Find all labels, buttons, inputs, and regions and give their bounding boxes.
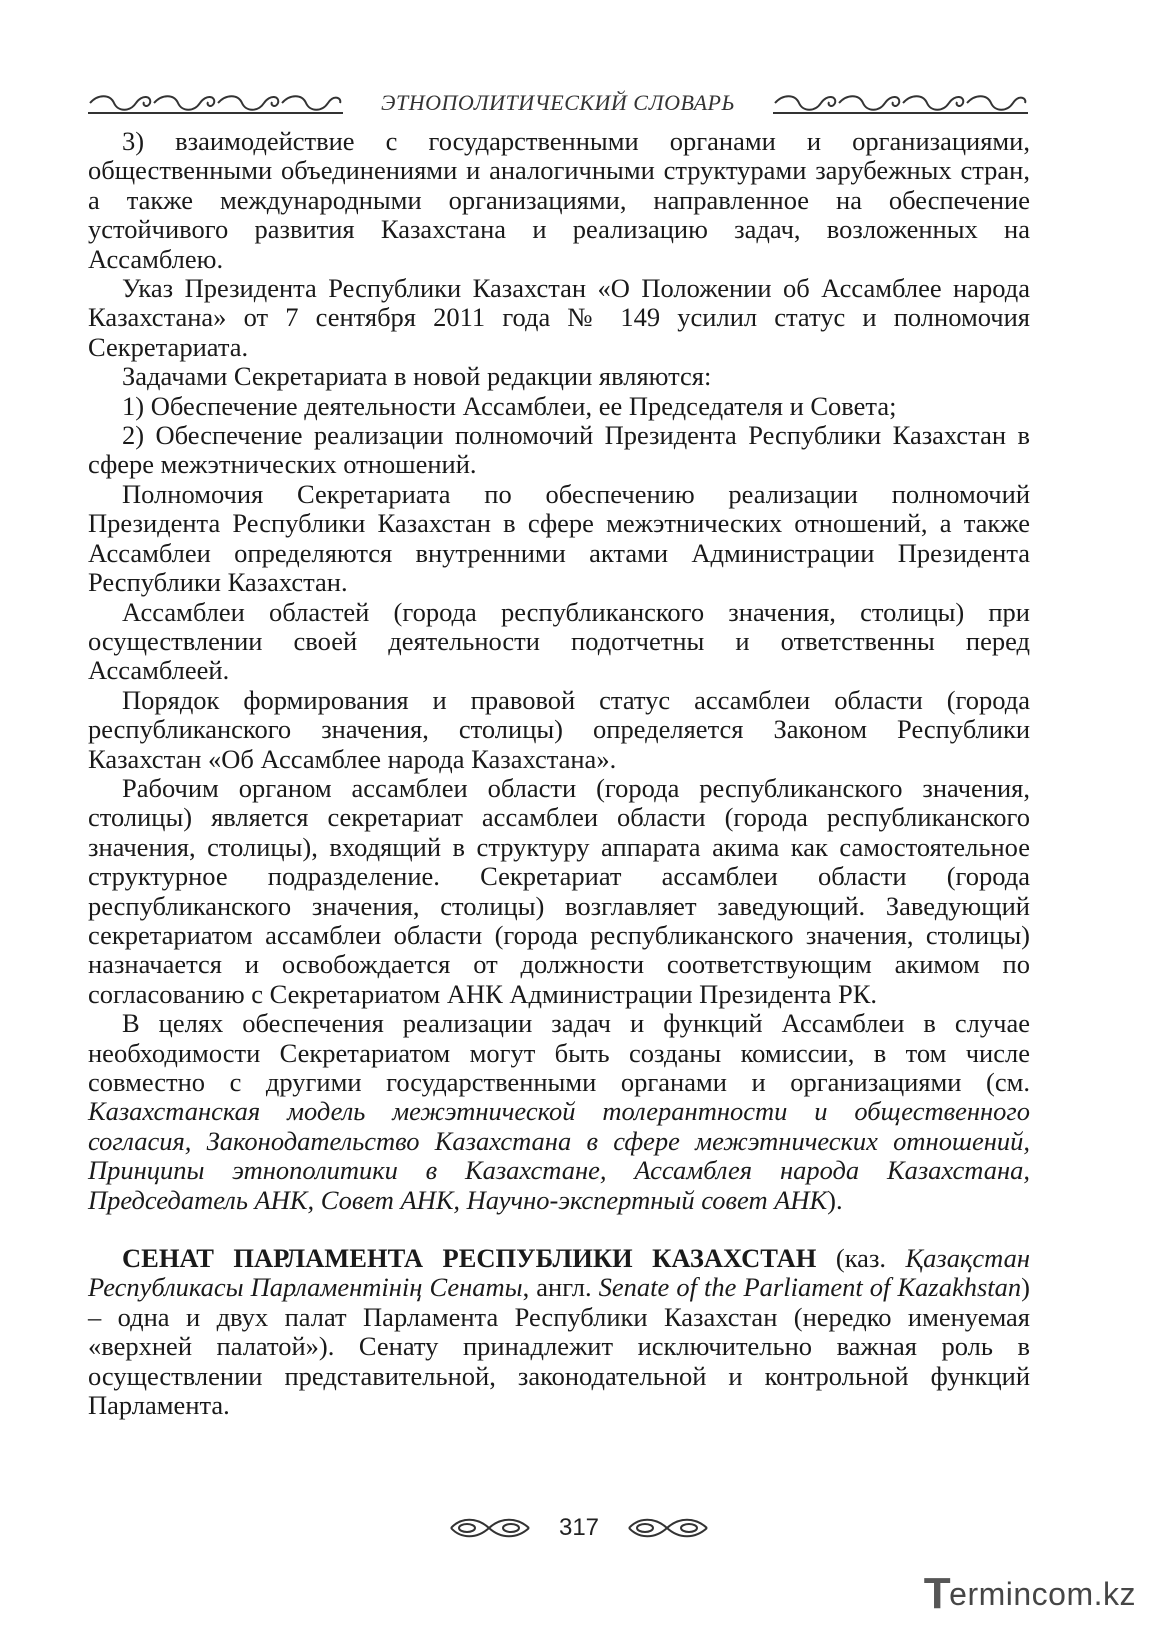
entry-term: СЕНАТ ПАРЛАМЕНТА РЕСПУБЛИКИ КАЗАХСТАН [122, 1243, 817, 1274]
entry-definition: ) – одна и двух палат Парламента Республики Казахстан (нередко именуемая «верхней палатой»). Сенату принадлежит исключительно важная роль в осуществлении представительной, законодательной и контрольной функций Парламента. [88, 1272, 1030, 1421]
entry-text: , англ. [522, 1272, 599, 1303]
paragraph-end: ). [827, 1184, 843, 1215]
entry-text: (каз. [816, 1243, 906, 1274]
entry-english-name: Senate of the Parliament of Kazakhstan [598, 1272, 1022, 1303]
paragraph: 3) взаимодействие с государственными органами и организациями, общественными объединениями и аналогичными структурами зарубежных стран, а также международными организациями, направленное на обеспечение устойчивого развития Казахстана и реализацию задач, возложенных на Ассамблею. [88, 126, 1030, 274]
ornament-left-icon [88, 92, 343, 114]
site-watermark [924, 1569, 1136, 1619]
paragraph: Ассамблеи областей (города республиканского значения, столицы) при осуществлении своей деятельности подотчетны и ответственны перед Ассамблеей. [88, 596, 1030, 686]
paragraph: 1) Обеспечение деятельности Ассамблеи, ее Председателя и Совета; [122, 390, 897, 421]
paragraph: Порядок формирования и правовой статус ассамблеи области (города республиканского значения, столицы) определяется Законом Республики Казахстан «Об Ассамблее народа Казахстана». [88, 684, 1030, 774]
dictionary-entry [88, 1244, 1030, 1420]
paragraph: Указ Президента Республики Казахстан «О Положении об Ассамблее народа Казахстана» от 7 сентября 2011 года № 149 усилил статус и полномочия Секретариата. [88, 273, 1030, 362]
paragraph-text: В целях обеспечения реализации задач и функций Ассамблеи в случае необходимости Секретариатом могут быть созданы комиссии, в том числе совместно с другими государственными органами и организациями (см. [88, 1008, 1030, 1097]
cross-references: Казахстанская модель межэтнической толерантности и общественного согласия, Законодательство Казахстана в сфере межэтнических отношений, Принципы этнополитики в Казахстане, Ассамблея народа Казахстана, Председатель АНК, Совет АНК, Научно-экспертный совет АНК [88, 1096, 1030, 1215]
flourish-left-icon [447, 1513, 533, 1543]
running-header [88, 88, 1028, 118]
flourish-right-icon [625, 1513, 711, 1543]
main-text [88, 127, 1030, 1420]
ornament-right-icon [773, 92, 1028, 114]
spacer [88, 1215, 1030, 1244]
page-number: 317 [558, 1514, 600, 1541]
paragraph: Рабочим органом ассамблеи области (города республиканского значения, столицы) является секретариат ассамблеи области (города республиканского значения, столицы), входящий в структуру аппарата акима как самостоятельное структурное подразделение. Секретариат ассамблеи области (города республиканского значения, столицы) возглавляет заведующий. Заведующий секретариатом ассамблеи области (города республиканского значения, столицы) назначается и освобождается от должности соответствующим акимом по согласованию с Секретариатом АНК Администрации Президента РК. [88, 772, 1030, 1009]
watermark-text: ermincom.kz [949, 1575, 1136, 1612]
watermark-letter: T [923, 1569, 952, 1618]
header-title: ЭТНОПОЛИТИЧЕСКИЙ СЛОВАРЬ [381, 90, 735, 115]
paragraph: 2) Обеспечение реализации полномочий Президента Республики Казахстан в сфере межэтнических отношений. [88, 420, 1030, 480]
paragraph: Задачами Секретариата в новой редакции являются: [122, 361, 712, 392]
page-footer [0, 1508, 1158, 1548]
paragraph-with-references [88, 1009, 1030, 1215]
entry-kazakh-name: Қазақстан Республикасы Парламентінің Сенаты [88, 1243, 1030, 1303]
paragraph: Полномочия Секретариата по обеспечению реализации полномочий Президента Республики Казахстан в сфере межэтнических отношений, а также Ассамблеи определяются внутренними актами Администрации Президента Республики Казахстан. [88, 478, 1030, 598]
